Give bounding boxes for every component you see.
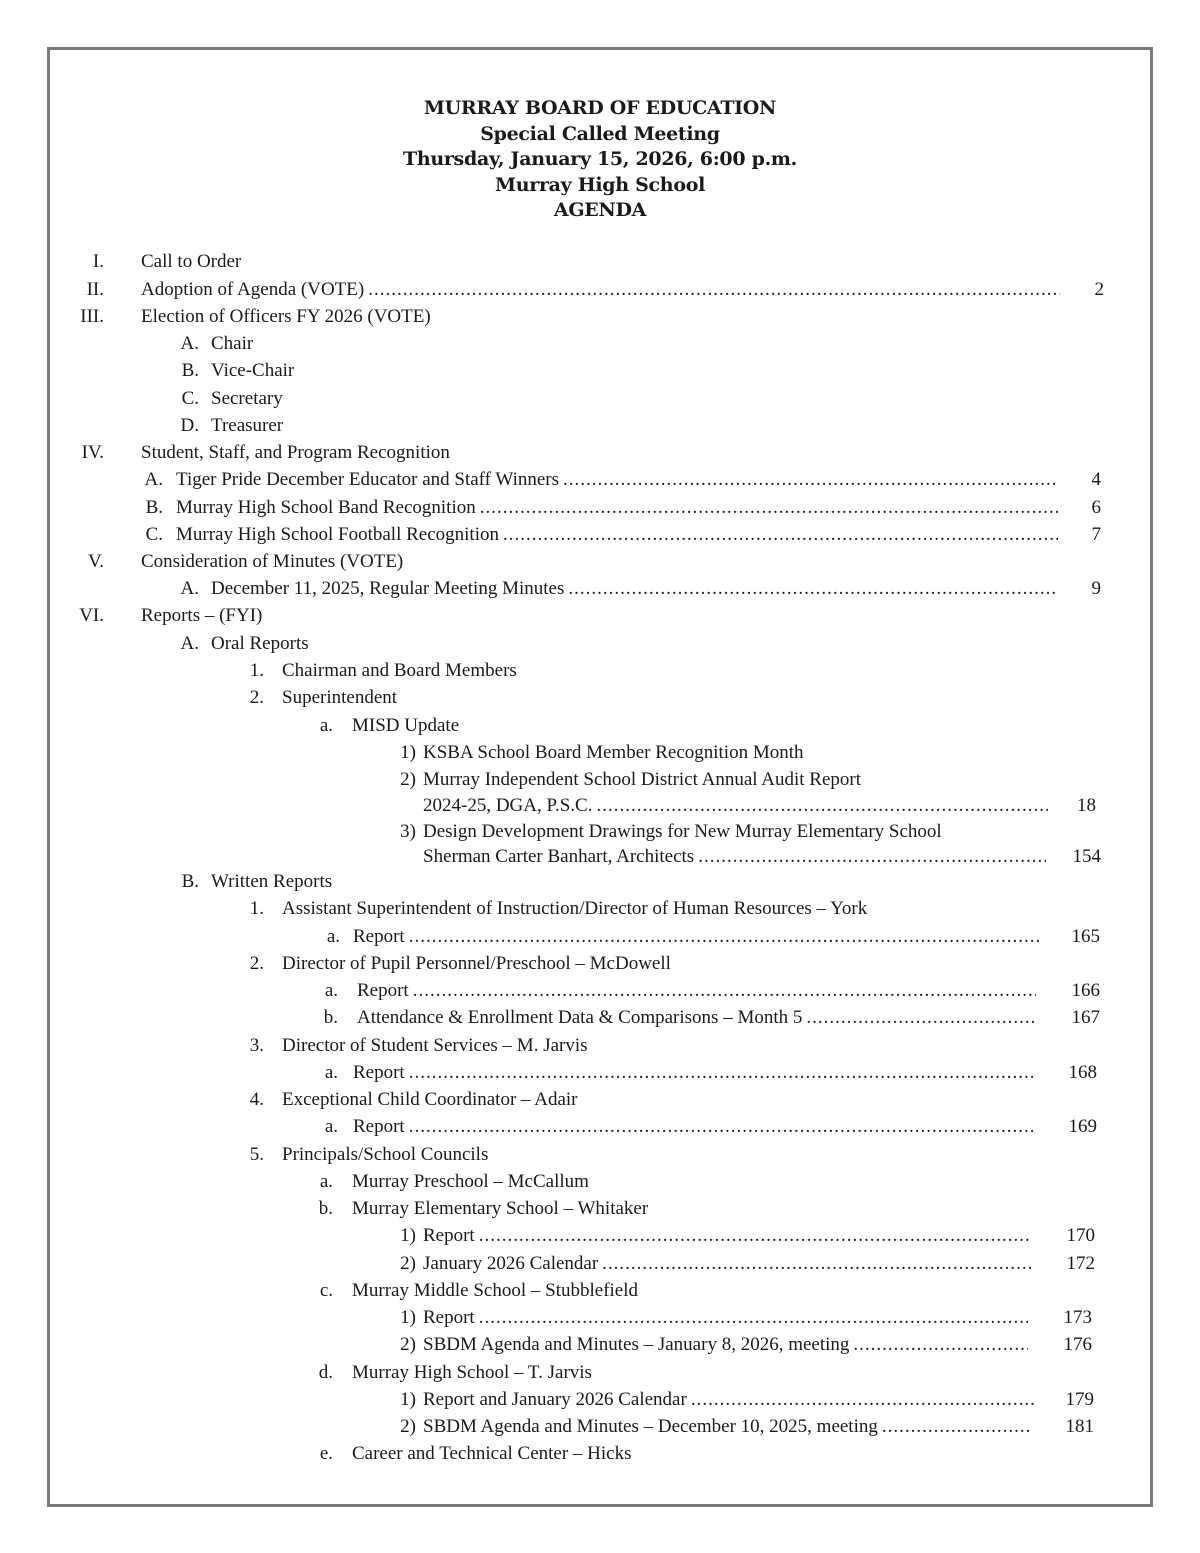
agenda-item-number: a. xyxy=(319,715,333,736)
agenda-item-label: Call to Order xyxy=(141,251,242,272)
page-number: 165 xyxy=(1071,926,1100,947)
agenda-item-number: C. xyxy=(181,388,199,409)
agenda-item-text xyxy=(423,818,942,845)
agenda-item-text xyxy=(141,548,403,575)
agenda-item xyxy=(0,1277,1200,1304)
agenda-item-text xyxy=(423,1222,1035,1249)
dot-leader xyxy=(368,276,1060,303)
agenda-item-number: A. xyxy=(144,469,163,490)
page-number: 154 xyxy=(1072,846,1101,867)
agenda-item-label: Attendance & Enrollment Data & Comparisons – Month 5 xyxy=(357,1007,803,1028)
agenda-item-number: 2) xyxy=(400,1334,416,1355)
agenda-item xyxy=(0,1331,1200,1358)
agenda-item-label: Election of Officers FY 2026 (VOTE) xyxy=(141,306,431,327)
agenda-item-label: Consideration of Minutes (VOTE) xyxy=(141,551,404,572)
agenda-header xyxy=(0,96,1200,224)
agenda-item-label: Exceptional Child Coordinator – Adair xyxy=(282,1089,578,1110)
agenda-item-number: C. xyxy=(145,524,163,545)
agenda-item-label: Director of Pupil Personnel/Preschool – McDowell xyxy=(282,953,671,974)
agenda-item xyxy=(0,766,1200,793)
page-number: 9 xyxy=(1091,578,1101,599)
dot-leader xyxy=(413,977,1036,1004)
agenda-item xyxy=(0,712,1200,739)
dot-leader xyxy=(480,494,1058,521)
agenda-item-text xyxy=(423,739,804,766)
agenda-item xyxy=(0,1004,1200,1031)
agenda-item-label: Report xyxy=(423,1225,475,1246)
agenda-item-text xyxy=(282,1032,588,1059)
agenda-item xyxy=(0,466,1200,493)
agenda-item-text xyxy=(353,1059,1037,1086)
agenda-item-label: Sherman Carter Banhart, Architects xyxy=(423,846,695,867)
agenda-item xyxy=(0,1222,1200,1249)
dot-leader xyxy=(409,923,1042,950)
dot-leader xyxy=(479,1304,1028,1331)
agenda-item xyxy=(0,868,1200,895)
agenda-item xyxy=(0,895,1200,922)
agenda-item xyxy=(0,330,1200,357)
agenda-item-number: B. xyxy=(145,497,163,518)
agenda-item-number: 1. xyxy=(249,660,264,681)
agenda-item-label: Murray High School – T. Jarvis xyxy=(352,1362,592,1383)
agenda-item-number: 2) xyxy=(400,1253,416,1274)
agenda-item-label: Treasurer xyxy=(211,415,284,436)
agenda-item-label: Report and January 2026 Calendar xyxy=(423,1389,687,1410)
agenda-item-text xyxy=(423,1331,1032,1358)
agenda-item xyxy=(0,548,1200,575)
agenda-item xyxy=(0,1386,1200,1413)
agenda-item-label: Murray Middle School – Stubblefield xyxy=(352,1280,639,1301)
agenda-item-text xyxy=(352,1195,648,1222)
agenda-item-label: Murray Preschool – McCallum xyxy=(352,1171,589,1192)
meeting-location: Murray High School xyxy=(495,173,705,196)
agenda-item-label: Report xyxy=(353,926,405,947)
agenda-item xyxy=(0,602,1200,629)
agenda-item-text xyxy=(423,843,1050,870)
agenda-item-number: 1) xyxy=(400,1389,416,1410)
agenda-item-label: MISD Update xyxy=(352,715,460,736)
agenda-item-label: Design Development Drawings for New Murray Elementary School xyxy=(423,821,942,842)
agenda-item-number: 1) xyxy=(400,742,416,763)
agenda-item xyxy=(0,843,1200,870)
agenda-item xyxy=(0,1440,1200,1467)
agenda-item-label: January 2026 Calendar xyxy=(423,1253,599,1274)
agenda-item-number: A. xyxy=(180,578,199,599)
agenda-item-number: 5. xyxy=(249,1144,264,1165)
agenda-item-label: Written Reports xyxy=(211,871,333,892)
agenda-item-label: Student, Staff, and Program Recognition xyxy=(141,442,450,463)
agenda-item-text xyxy=(352,712,459,739)
agenda-item-text xyxy=(211,630,309,657)
agenda-item-text xyxy=(211,330,253,357)
agenda-item-number: II. xyxy=(86,279,104,300)
agenda-item-text xyxy=(141,602,262,629)
agenda-item-text xyxy=(352,1277,638,1304)
agenda-item-number: A. xyxy=(180,333,199,354)
agenda-item xyxy=(0,1086,1200,1113)
agenda-item-label: 2024-25, DGA, P.S.C. xyxy=(423,795,593,816)
agenda-item-text xyxy=(357,977,1040,1004)
agenda-item-text xyxy=(423,792,1052,819)
agenda-title: AGENDA xyxy=(553,199,647,221)
agenda-item-text xyxy=(176,494,1062,521)
dot-leader xyxy=(409,1059,1033,1086)
agenda-item-text xyxy=(141,248,241,275)
agenda-item-label: December 11, 2025, Regular Meeting Minutes xyxy=(211,578,565,599)
agenda-item xyxy=(0,818,1200,845)
agenda-item-text xyxy=(423,1250,1035,1277)
dot-leader xyxy=(806,1004,1036,1031)
page-number: 181 xyxy=(1065,1416,1094,1437)
agenda-item-label: Director of Student Services – M. Jarvis xyxy=(282,1035,588,1056)
agenda-item-number: a. xyxy=(319,1171,333,1192)
agenda-item-number: A. xyxy=(180,633,199,654)
agenda-item-label: Principals/School Councils xyxy=(282,1144,489,1165)
agenda-item-text xyxy=(353,1113,1037,1140)
agenda-item xyxy=(0,923,1200,950)
agenda-item xyxy=(0,276,1200,303)
page-number: 4 xyxy=(1091,469,1101,490)
agenda-item-label: Secretary xyxy=(211,388,283,409)
agenda-item-text xyxy=(141,276,1064,303)
agenda-item-text xyxy=(282,684,397,711)
agenda-item-number: e. xyxy=(319,1443,333,1464)
agenda-item-text xyxy=(282,657,517,684)
agenda-item-label: Report xyxy=(353,1116,405,1137)
agenda-item xyxy=(0,739,1200,766)
agenda-item-text xyxy=(357,1004,1040,1031)
agenda-item-text xyxy=(282,1141,488,1168)
agenda-item xyxy=(0,439,1200,466)
agenda-item-label: Report xyxy=(353,1062,405,1083)
agenda-item xyxy=(0,1032,1200,1059)
agenda-item-text xyxy=(352,1359,592,1386)
agenda-item-label: KSBA School Board Member Recognition Month xyxy=(423,742,804,763)
agenda-item-text xyxy=(282,1086,578,1113)
agenda-item-label: Chair xyxy=(211,333,254,354)
agenda-item-label: Report xyxy=(357,980,409,1001)
agenda-item-number: d. xyxy=(318,1362,333,1383)
dot-leader xyxy=(602,1250,1031,1277)
agenda-item xyxy=(0,412,1200,439)
agenda-item xyxy=(0,792,1200,819)
page-number: 176 xyxy=(1063,1334,1092,1355)
agenda-item xyxy=(0,494,1200,521)
agenda-item-number: 1. xyxy=(249,898,264,919)
agenda-item-number: a. xyxy=(324,1116,338,1137)
page-number: 167 xyxy=(1071,1007,1100,1028)
agenda-item-number: B. xyxy=(181,871,199,892)
agenda-item-label: Oral Reports xyxy=(211,633,309,654)
agenda-item-number: 4. xyxy=(249,1089,264,1110)
agenda-item-text xyxy=(176,466,1062,493)
agenda-item-label: Murray High School Band Recognition xyxy=(176,497,476,518)
agenda-item-number: V. xyxy=(87,551,104,572)
page-number: 170 xyxy=(1066,1225,1095,1246)
page-number: 2 xyxy=(1094,279,1104,300)
page-number: 179 xyxy=(1065,1389,1094,1410)
meeting-type: Special Called Meeting xyxy=(480,122,720,145)
page-number: 18 xyxy=(1077,795,1096,816)
agenda-item-number: 1) xyxy=(400,1225,416,1246)
page-number: 7 xyxy=(1091,524,1101,545)
agenda-item-label: Superintendent xyxy=(282,687,398,708)
agenda-item-number: I. xyxy=(92,251,104,272)
agenda-item-number: IV. xyxy=(81,442,104,463)
agenda-item xyxy=(0,248,1200,275)
agenda-item xyxy=(0,1168,1200,1195)
page-number: 173 xyxy=(1063,1307,1092,1328)
page-number: 172 xyxy=(1066,1253,1095,1274)
page-number: 6 xyxy=(1091,497,1101,518)
agenda-item-label: Report xyxy=(423,1307,475,1328)
dot-leader xyxy=(563,466,1058,493)
dot-leader xyxy=(882,1413,1030,1440)
dot-leader xyxy=(691,1386,1034,1413)
agenda-item-text xyxy=(352,1168,589,1195)
agenda-item-text xyxy=(211,575,1060,602)
agenda-item-number: 2. xyxy=(249,687,264,708)
agenda-item-text xyxy=(423,1386,1038,1413)
agenda-item xyxy=(0,684,1200,711)
agenda-item-number: c. xyxy=(319,1280,333,1301)
agenda-item xyxy=(0,1304,1200,1331)
agenda-item-label: Vice-Chair xyxy=(211,360,295,381)
agenda-item xyxy=(0,1195,1200,1222)
agenda-item-text xyxy=(423,1413,1034,1440)
agenda-item-label: Murray High School Football Recognition xyxy=(176,524,499,545)
agenda-item-number: D. xyxy=(180,415,199,436)
agenda-item xyxy=(0,303,1200,330)
agenda-item-label: SBDM Agenda and Minutes – December 10, 2025, meeting xyxy=(423,1416,878,1437)
agenda-item-label: Murray Elementary School – Whitaker xyxy=(352,1198,649,1219)
agenda-item-text xyxy=(141,303,431,330)
agenda-item xyxy=(0,1413,1200,1440)
page-number: 166 xyxy=(1071,980,1100,1001)
agenda-item-number: 2. xyxy=(249,953,264,974)
dot-leader xyxy=(409,1113,1033,1140)
agenda-item xyxy=(0,630,1200,657)
org-name: MURRAY BOARD OF EDUCATION xyxy=(423,97,777,119)
agenda-item-number: B. xyxy=(181,360,199,381)
agenda-item-text xyxy=(352,1440,632,1467)
agenda-item-label: Reports – (FYI) xyxy=(141,605,263,626)
agenda-item xyxy=(0,657,1200,684)
agenda-item xyxy=(0,521,1200,548)
agenda-item-number: VI. xyxy=(79,605,104,626)
agenda-item xyxy=(0,1141,1200,1168)
dot-leader xyxy=(853,1331,1028,1358)
agenda-item-text xyxy=(282,950,671,977)
agenda-item-text xyxy=(176,521,1062,548)
agenda-item-text xyxy=(211,357,294,384)
agenda-item-number: 3) xyxy=(400,821,416,842)
agenda-item-label: Tiger Pride December Educator and Staff Winners xyxy=(176,469,560,490)
agenda-item-number: 2) xyxy=(400,1416,416,1437)
page-number: 169 xyxy=(1068,1116,1097,1137)
agenda-item xyxy=(0,357,1200,384)
dot-leader xyxy=(596,792,1048,819)
agenda-item-text xyxy=(211,412,283,439)
agenda-item-label: Adoption of Agenda (VOTE) xyxy=(141,279,365,300)
agenda-item xyxy=(0,1113,1200,1140)
agenda-item-text xyxy=(423,766,861,793)
agenda-item-text xyxy=(211,868,332,895)
agenda-item-number: 2) xyxy=(400,769,416,790)
agenda-item-text xyxy=(423,1304,1032,1331)
meeting-datetime: Thursday, January 15, 2026, 6:00 p.m. xyxy=(402,148,797,170)
agenda-item xyxy=(0,575,1200,602)
agenda-item-text xyxy=(141,439,450,466)
agenda-item-number: 1) xyxy=(400,1307,416,1328)
agenda-item-number: a. xyxy=(324,980,338,1001)
dot-leader xyxy=(503,521,1058,548)
agenda-item-label: Chairman and Board Members xyxy=(282,660,517,681)
agenda-item-number: b. xyxy=(323,1007,338,1028)
agenda-item-number: a. xyxy=(324,1062,338,1083)
dot-leader xyxy=(568,575,1056,602)
agenda-item-label: Career and Technical Center – Hicks xyxy=(352,1443,632,1464)
dot-leader xyxy=(479,1222,1031,1249)
agenda-item-text xyxy=(353,923,1046,950)
dot-leader xyxy=(698,843,1046,870)
page-number: 168 xyxy=(1068,1062,1097,1083)
agenda-item-label: Murray Independent School District Annual Audit Report xyxy=(423,769,861,790)
agenda-item xyxy=(0,1359,1200,1386)
agenda-item-label: Assistant Superintendent of Instruction/Director of Human Resources – York xyxy=(282,898,868,919)
agenda-item xyxy=(0,950,1200,977)
agenda-item-number: 3. xyxy=(249,1035,264,1056)
agenda-item-text xyxy=(282,895,867,922)
agenda-item-text xyxy=(211,385,283,412)
agenda-item-number: a. xyxy=(326,926,340,947)
agenda-item-label: SBDM Agenda and Minutes – January 8, 2026, meeting xyxy=(423,1334,850,1355)
agenda-item-number: b. xyxy=(318,1198,333,1219)
agenda-item xyxy=(0,1059,1200,1086)
agenda-item xyxy=(0,385,1200,412)
agenda-item xyxy=(0,977,1200,1004)
agenda-item xyxy=(0,1250,1200,1277)
agenda-item-number: III. xyxy=(80,306,104,327)
